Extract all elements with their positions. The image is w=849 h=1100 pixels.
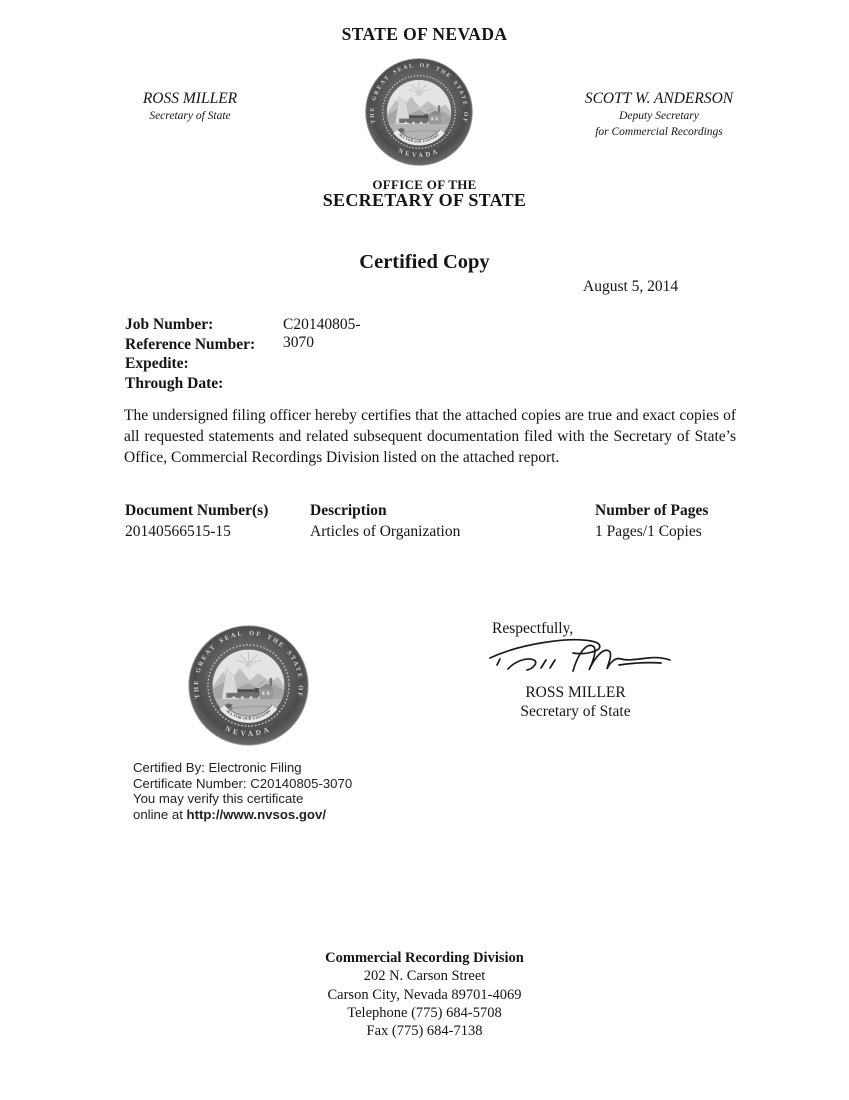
salutation: Respectfully, <box>492 620 574 637</box>
signer-name: ROSS MILLER <box>525 684 626 701</box>
col-description: Description <box>310 502 387 519</box>
certificate-number-line: Certificate Number: C20140805-3070 <box>133 775 353 791</box>
footer-address1: 202 N. Carson Street <box>363 968 486 985</box>
deputy-title-line1: Deputy Secretary <box>619 110 699 122</box>
field-row <box>125 336 255 356</box>
field-row <box>125 355 255 375</box>
cell-document-number: 20140566515-15 <box>125 522 231 540</box>
seal-state-name: NEVADA <box>224 723 273 739</box>
verify-line: You may verify this certificate <box>133 791 304 807</box>
table-row <box>125 523 737 544</box>
expedite-label: Expedite: <box>125 355 189 373</box>
footer-division: Commercial Recording Division <box>325 950 524 966</box>
documents-table <box>125 502 737 543</box>
nevada-state-seal-icon <box>187 624 310 747</box>
seal-ring-text: THE GREAT SEAL OF THE STATE OF <box>369 62 469 124</box>
job-number-value: C20140805-3070 <box>283 316 361 351</box>
official-left <box>90 90 290 124</box>
cell-pages: 1 Pages/1 Copies <box>595 522 702 540</box>
nevada-state-seal-icon <box>364 57 474 167</box>
document-title: Certified Copy <box>359 251 490 273</box>
verification-block <box>133 760 352 822</box>
state-title: STATE OF NEVADA <box>341 24 508 44</box>
secretary-of-state-heading: SECRETARY OF STATE <box>322 190 527 210</box>
field-row <box>125 375 255 395</box>
deputy-title-line2: for Commercial Recordings <box>595 125 723 138</box>
through-date-label: Through Date: <box>125 374 224 392</box>
secretary-name: ROSS MILLER <box>142 90 238 107</box>
footer-phone: Telephone (775) 684-5708 <box>347 1004 502 1021</box>
verification-url: http://www.nvsos.gov/ <box>186 806 326 822</box>
reference-number-label: Reference Number: <box>125 335 256 353</box>
signature-scribble <box>488 636 673 682</box>
seal-state-name: NEVADA <box>397 147 441 160</box>
office-of-the: OFFICE OF THE <box>372 177 477 192</box>
official-right <box>559 90 759 139</box>
signer-title: Secretary of State <box>520 703 631 720</box>
online-line <box>133 807 352 823</box>
footer-block <box>0 949 849 1040</box>
document-date: August 5, 2014 <box>583 278 679 295</box>
cell-description: Articles of Organization <box>310 522 461 540</box>
certified-by-line: Certified By: Electronic Filing <box>133 760 302 775</box>
seal-motto: ALL FOR OUR COUNTRY <box>398 132 440 144</box>
online-prefix: online at <box>133 806 187 822</box>
footer-fax: Fax (775) 684-7138 <box>366 1023 483 1040</box>
seal-ring-text: THE GREAT SEAL OF THE STATE OF <box>192 629 305 699</box>
deputy-name: SCOTT W. ANDERSON <box>584 90 734 107</box>
certification-paragraph: The undersigned filing officer hereby certifies that the attached copies are true and exact copies of all requested statements and related subsequent documentation filed with the Secretary of State’s Office, Commercial Recordings Division listed on the attached report. <box>124 407 736 466</box>
secretary-title: Secretary of State <box>149 110 231 122</box>
job-number-label: Job Number: <box>125 316 214 333</box>
table-header-row <box>125 502 737 523</box>
col-document-numbers: Document Number(s) <box>125 502 269 519</box>
seal-motto: ALL FOR OUR COUNTRY <box>225 708 272 721</box>
signer-block <box>493 683 658 721</box>
job-fields <box>125 316 361 394</box>
col-number-of-pages: Number of Pages <box>595 502 709 519</box>
footer-address2: Carson City, Nevada 89701-4069 <box>327 986 522 1003</box>
